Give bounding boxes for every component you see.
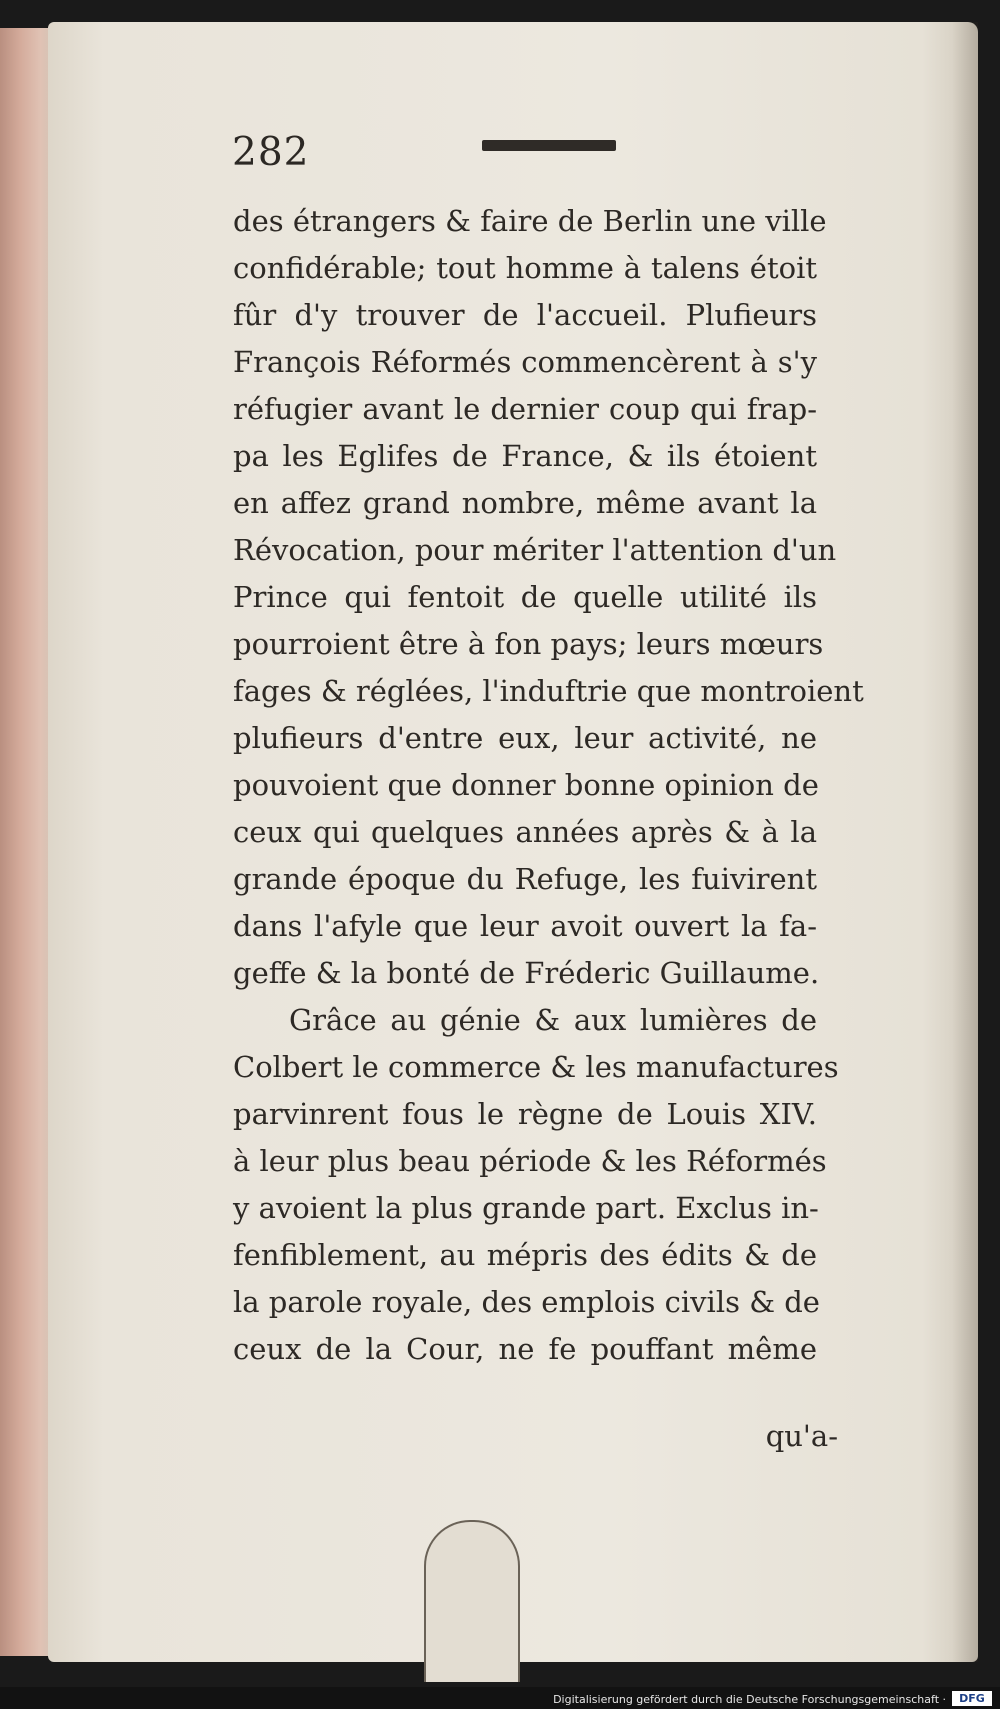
text-line: y avoient la plus grande part. Exclus in- [233,1191,819,1225]
text-line: fenfiblement, au mépris des édits & de [233,1238,817,1272]
text-line: réfugier avant le dernier coup qui frap- [233,392,817,426]
text-line: Prince qui fentoit de quelle utilité ils [233,580,817,614]
text-line: dans l'afyle que leur avoit ouvert la fa- [233,909,817,943]
text-line: grande époque du Refuge, les fuivirent [233,862,817,896]
text-line: en affez grand nombre, même avant la [233,486,817,520]
text-line: fages & réglées, l'induftrie que montroient [233,674,864,708]
text-line-paragraph-end: geffe & la bonté de Fréderic Guillaume. [233,956,820,990]
text-line: des étrangers & faire de Berlin une ville [233,204,827,238]
text-line: François Réformés commencèrent à s'y [233,345,817,379]
text-line: Révocation, pour mériter l'attention d'un [233,533,837,567]
body-text [233,198,864,1373]
text-line: la parole royale, des emplois civils & de [233,1285,820,1319]
footer-bar [0,1687,1000,1709]
text-line-paragraph-start: Grâce au génie & aux lumières de [289,1003,817,1037]
text-line: fûr d'y trouver de l'accueil. Plufieurs [233,298,817,332]
text-line: pouvoient que donner bonne opinion de [233,768,819,802]
text-line: parvinrent fous le règne de Louis XIV. [233,1097,817,1131]
page-number: 282 [232,130,310,175]
text-line: ceux qui quelques années après & à la [233,815,817,849]
text-line: pa les Eglifes de France, & ils étoient [233,439,817,473]
page-holder-mark [424,1520,520,1682]
digitization-credit: Digitalisierung gefördert durch die Deutsche Forschungsgemeinschaft · [553,1693,946,1706]
dfg-logo-icon: DFG [952,1691,992,1706]
text-line: ceux de la Cour, ne fe pouffant même [233,1332,817,1366]
text-line: confidérable; tout homme à talens étoit [233,251,817,285]
text-line: Colbert le commerce & les manufactures [233,1050,839,1084]
text-line: plufieurs d'entre eux, leur activité, ne [233,721,817,755]
text-line: à leur plus beau période & les Réformés [233,1144,827,1178]
header-rule-ornament [482,140,616,151]
gutter-shadow [952,22,978,1662]
text-line: pourroient être à fon pays; leurs mœurs [233,627,824,661]
catchword: qu'a- [765,1419,838,1453]
